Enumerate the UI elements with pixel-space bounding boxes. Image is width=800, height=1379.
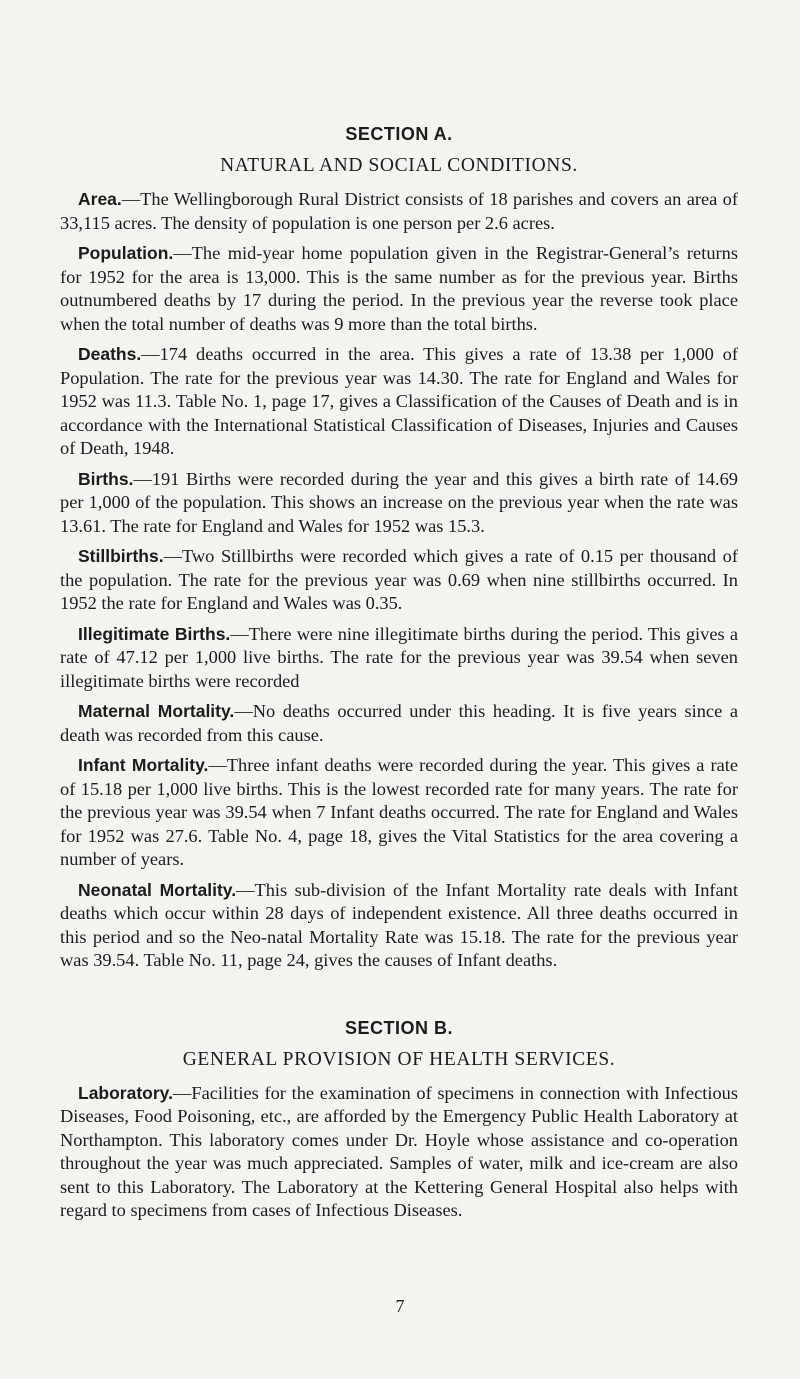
page-number: 7 bbox=[395, 1296, 405, 1316]
paragraph-infant-mortality bbox=[60, 754, 738, 872]
paragraph-text: —There were nine illegitimate births during the period. This gives a rate of 47.12 per 1,000 live births. The rate for the previous year was 39.54 when seven illegitimate births were recorded bbox=[60, 623, 738, 691]
paragraph-text: —Two Stillbirths were recorded which gives a rate of 0.15 per thousand of the population. The rate for the previous year was 0.69 when nine stillbirths occurred. In 1952 the rate for England and Wales was 0.35. bbox=[60, 546, 738, 613]
paragraph-text: —The mid-year home population given in the Registrar-General’s returns for 1952 for the area is 13,000. This is the same number as for the previous year. Births outnumbered deaths by 17 during the period. In the previous year the reverse took place when the total number of deaths was 9 more than the total births. bbox=[60, 243, 738, 334]
paragraph-stillbirths bbox=[60, 545, 738, 616]
paragraph-lead: Area. bbox=[78, 189, 122, 209]
paragraph-text: —Three infant deaths were recorded during the year. This gives a rate of 15.18 per 1,000 live births. This is the lowest recorded rate for many years. The rate for the previous year was 39.54 when 7 Infant deaths occurred. The rate for England and Wales for 1952 was 27.6. Table No. 4, page 18, gives the Vital Statistics for the area covering a number of years. bbox=[60, 755, 739, 869]
paragraph-neonatal-mortality bbox=[60, 879, 738, 973]
paragraph-lead: Stillbirths. bbox=[78, 546, 164, 566]
paragraph-illegitimate-births bbox=[60, 623, 738, 694]
paragraph-lead: Illegitimate Births. bbox=[78, 623, 231, 644]
paragraph-lead: Population. bbox=[78, 243, 174, 263]
paragraph-text: —191 Births were recorded during the year and this gives a birth rate of 14.69 per 1,000 of the population. This shows an increase on the previous year when the rate was 13.61. The rate for England and Wales for 1952 was 15.3. bbox=[60, 468, 738, 536]
section-b-label: SECTION B. bbox=[344, 1017, 453, 1038]
section-a-heading: NATURAL AND SOCIAL CONDITIONS. bbox=[220, 155, 578, 176]
paragraph-lead: Neonatal Mortality. bbox=[78, 879, 237, 900]
paragraph-text: —Facilities for the examination of specimens in connection with Infectious Diseases, Food Poisoning, etc., are afforded by the Emergency Public Health Laboratory at Northampton. This laboratory comes under Dr. Hoyle whose assistance and co-operation throughout the year was much appreciated. Samples of water, milk and ice-cream are also sent to this Laboratory. The Laboratory at the Kettering General Hospital also helps with regard to specimens from cases of Infectious Diseases. bbox=[60, 1082, 738, 1220]
paragraph-area bbox=[60, 188, 738, 235]
paragraph-text: —The Wellingborough Rural District consists of 18 parishes and covers an area of 33,115 acres. The density of population is one person per 2.6 acres. bbox=[60, 189, 738, 233]
paragraph-lead: Deaths. bbox=[78, 344, 142, 364]
section-a bbox=[60, 124, 738, 973]
paragraph-text: —No deaths occurred under this heading. It is five years since a death was recorded from this cause. bbox=[60, 701, 738, 745]
paragraph-text: —174 deaths occurred in the area. This gives a rate of 13.38 per 1,000 of Population. The rate for the previous year was 14.30. The rate for England and Wales for 1952 was 11.3. Table No. 1, page 17, gives a Classification of the Causes of Death and is in accordance with the International Statistical Classification of Diseases, Injuries and Causes of Death, 1948. bbox=[60, 344, 738, 458]
section-a-label: SECTION A. bbox=[345, 124, 453, 144]
paragraph-lead: Infant Mortality. bbox=[78, 755, 209, 775]
paragraph-text: —This sub-division of the Infant Mortality rate deals with Infant deaths which occur within 28 days of independent existence. All three deaths occurred in this period and so the Neo-natal Mortality Rate was 15.18. The rate for the previous year was 39.54. Table No. 11, page 24, gives the causes of Infant deaths. bbox=[60, 879, 738, 970]
paragraph-births bbox=[60, 468, 738, 539]
paragraph-maternal-mortality bbox=[60, 700, 738, 747]
section-b bbox=[60, 1018, 738, 1223]
paragraph-lead: Births. bbox=[78, 468, 134, 489]
section-spacer bbox=[60, 980, 738, 1018]
paragraph-deaths bbox=[60, 343, 738, 461]
paragraph-lead: Laboratory. bbox=[78, 1082, 173, 1103]
section-b-heading: GENERAL PROVISION OF HEALTH SERVICES. bbox=[182, 1048, 616, 1070]
paragraph-lead: Maternal Mortality. bbox=[78, 701, 235, 721]
paragraph-population bbox=[60, 242, 738, 336]
paragraph-laboratory bbox=[60, 1082, 738, 1223]
